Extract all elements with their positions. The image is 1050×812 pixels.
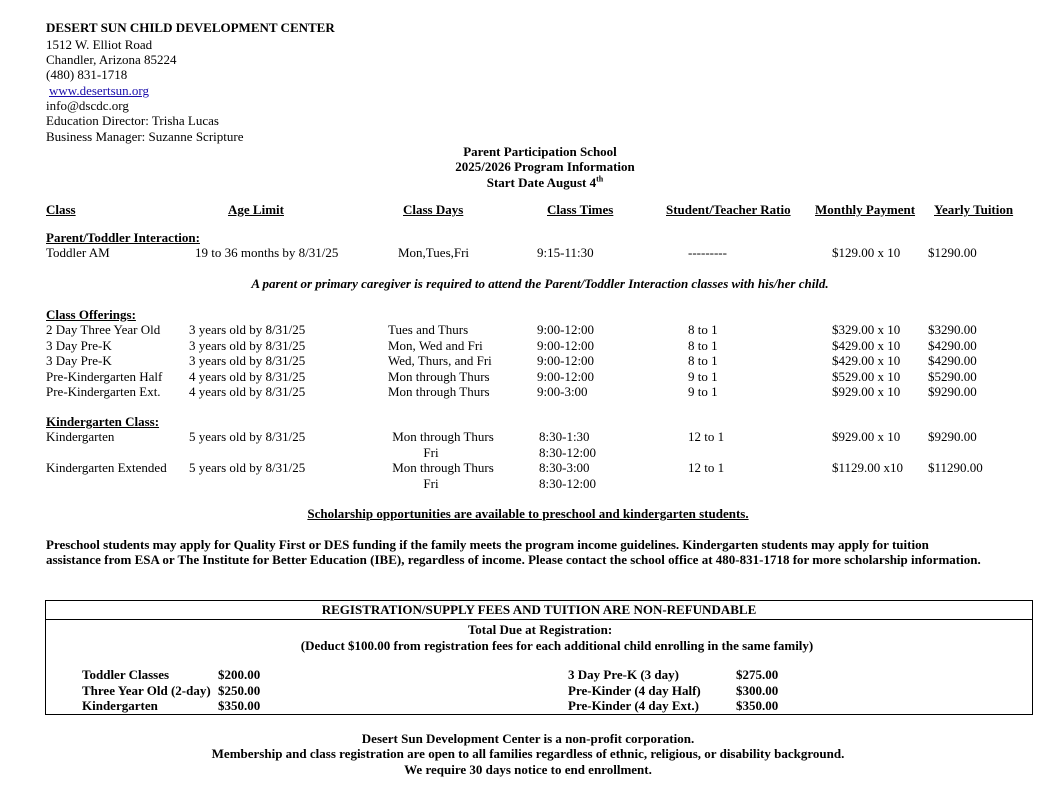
row-age: 3 years old by 8/31/25 bbox=[189, 337, 306, 353]
row-yearly: $11290.00 bbox=[928, 460, 983, 475]
row-class: 2 Day Three Year Old bbox=[46, 322, 161, 337]
column-header-age-limit: Age Limit bbox=[228, 202, 284, 217]
row-monthly: $929.00 x 10 bbox=[832, 384, 901, 399]
times-column bbox=[537, 322, 594, 400]
footer-notice: We require 30 days notice to end enrollment. bbox=[404, 762, 652, 777]
row-times: 8:30-1:30 bbox=[539, 429, 590, 444]
row-class: Pre-Kindergarten Ext. bbox=[46, 384, 161, 399]
fee-label: Three Year Old (2-day) bbox=[82, 683, 211, 698]
fee-amount: $275.00 bbox=[736, 667, 779, 682]
monthly-column bbox=[832, 322, 900, 400]
fees-box-title: REGISTRATION/SUPPLY FEES AND TUITION ARE NON-REFUNDABLE bbox=[46, 601, 1032, 620]
row-age: 4 years old by 8/31/25 bbox=[189, 368, 306, 384]
row-monthly: $429.00 x 10 bbox=[832, 353, 901, 368]
row-days: Mon through Thurs bbox=[392, 429, 494, 444]
row-times: 9:00-12:00 bbox=[537, 337, 595, 353]
row-times: 9:15-11:30 bbox=[537, 245, 594, 260]
row-monthly: $129.00 x 10 bbox=[832, 245, 901, 260]
row-ratio: 8 to 1 bbox=[688, 322, 718, 337]
days-column bbox=[388, 322, 492, 400]
program-school-name: Parent Participation School bbox=[463, 144, 617, 159]
phone-number: (480) 831-1718 bbox=[46, 67, 128, 82]
fee-amount: $250.00 bbox=[218, 683, 261, 698]
total-due-heading: Total Due at Registration: bbox=[467, 622, 613, 637]
row-yearly: $4290.00 bbox=[928, 337, 977, 353]
row-age: 19 to 36 months by 8/31/25 bbox=[195, 245, 339, 260]
row-days-secondary: Fri bbox=[423, 476, 439, 491]
column-header-yearly-tuition: Yearly Tuition bbox=[934, 202, 1014, 217]
fee-amount: $350.00 bbox=[736, 698, 779, 713]
row-ratio: 12 to 1 bbox=[688, 429, 725, 444]
row-yearly: $3290.00 bbox=[928, 322, 977, 337]
row-days-secondary: Fri bbox=[423, 445, 439, 460]
row-monthly: $329.00 x 10 bbox=[832, 322, 901, 337]
funding-info-line-2: assistance from ESA or The Institute for Better Education (IBE), regardless of income. Please contact the school office at 480-831-1718 for more scholarship information. bbox=[46, 552, 981, 567]
row-ratio: --------- bbox=[688, 245, 727, 260]
row-class: Kindergarten bbox=[46, 429, 115, 444]
education-director: Education Director: Trisha Lucas bbox=[46, 113, 219, 128]
row-times-secondary: 8:30-12:00 bbox=[539, 476, 597, 491]
row-class: Toddler AM bbox=[46, 245, 110, 260]
row-days: Mon through Thurs bbox=[388, 368, 490, 384]
row-age: 3 years old by 8/31/25 bbox=[189, 322, 306, 337]
program-year: 2025/2026 Program Information bbox=[455, 159, 635, 174]
row-age: 5 years old by 8/31/25 bbox=[189, 460, 306, 475]
column-header-class-days: Class Days bbox=[403, 202, 464, 217]
row-times-secondary: 8:30-12:00 bbox=[539, 445, 597, 460]
fee-label: Kindergarten bbox=[82, 698, 158, 713]
row-ratio: 8 to 1 bbox=[688, 337, 718, 353]
column-header-ratio: Student/Teacher Ratio bbox=[666, 202, 791, 217]
row-age: 5 years old by 8/31/25 bbox=[189, 429, 306, 444]
row-monthly: $429.00 x 10 bbox=[832, 337, 901, 353]
parent-attendance-note: A parent or primary caregiver is required to attend the Parent/Toddler Interaction classes with his/her child. bbox=[251, 276, 829, 291]
column-header-class-times: Class Times bbox=[547, 202, 614, 217]
program-start-date: Start Date August 4th bbox=[486, 174, 604, 190]
footer-membership: Membership and class registration are open to all families regardless of ethnic, religious, or disability background. bbox=[211, 746, 845, 761]
row-yearly: $5290.00 bbox=[928, 368, 977, 384]
row-times: 9:00-3:00 bbox=[537, 384, 588, 399]
row-monthly: $929.00 x 10 bbox=[832, 429, 901, 444]
row-yearly: $9290.00 bbox=[928, 384, 977, 399]
row-age: 3 years old by 8/31/25 bbox=[189, 353, 306, 368]
address-line-1: 1512 W. Elliot Road bbox=[46, 37, 153, 52]
registration-fees-box bbox=[45, 600, 1033, 715]
row-yearly: $9290.00 bbox=[928, 429, 977, 444]
section-heading-kindergarten: Kindergarten Class: bbox=[46, 414, 160, 429]
fee-label: 3 Day Pre-K (3 day) bbox=[568, 667, 679, 682]
row-days: Mon,Tues,Fri bbox=[398, 245, 470, 260]
column-header-class: Class bbox=[46, 202, 76, 217]
row-ratio: 9 to 1 bbox=[688, 368, 718, 384]
age-column bbox=[189, 322, 305, 400]
row-yearly: $1290.00 bbox=[928, 245, 977, 260]
fee-amount: $200.00 bbox=[218, 667, 261, 682]
fee-label: Toddler Classes bbox=[82, 667, 170, 682]
row-age: 4 years old by 8/31/25 bbox=[189, 384, 306, 399]
row-days: Mon through Thurs bbox=[392, 460, 494, 475]
row-days: Wed, Thurs, and Fri bbox=[388, 353, 492, 368]
section-heading-class-offerings: Class Offerings: bbox=[46, 307, 136, 322]
funding-info-line-1: Preschool students may apply for Quality First or DES funding if the family meets the program income guidelines. Kindergarten students may apply for tuition bbox=[46, 537, 929, 552]
section-heading-parent-toddler: Parent/Toddler Interaction: bbox=[46, 230, 200, 245]
row-ratio: 9 to 1 bbox=[688, 384, 718, 399]
row-class: Kindergarten Extended bbox=[46, 460, 167, 475]
row-times: 9:00-12:00 bbox=[537, 368, 595, 384]
row-class: 3 Day Pre-K bbox=[46, 353, 112, 368]
fee-amount: $350.00 bbox=[218, 698, 261, 713]
row-yearly: $4290.00 bbox=[928, 353, 977, 368]
table-row bbox=[46, 322, 162, 400]
yearly-column bbox=[928, 322, 977, 400]
fee-label: Pre-Kinder (4 day Half) bbox=[568, 683, 701, 698]
ratio-column bbox=[688, 322, 718, 400]
row-times: 9:00-12:00 bbox=[537, 322, 595, 337]
row-ratio: 12 to 1 bbox=[688, 460, 725, 475]
row-days: Tues and Thurs bbox=[388, 322, 469, 337]
website-link[interactable]: www.desertsun.org bbox=[49, 83, 150, 98]
row-class: 3 Day Pre-K bbox=[46, 337, 112, 353]
address-line-2: Chandler, Arizona 85224 bbox=[46, 52, 177, 67]
footer-nonprofit: Desert Sun Development Center is a non-profit corporation. bbox=[361, 731, 695, 746]
row-ratio: 8 to 1 bbox=[688, 353, 718, 368]
fee-amount: $300.00 bbox=[736, 683, 779, 698]
email-address: info@dscdc.org bbox=[46, 98, 129, 113]
column-header-monthly-payment: Monthly Payment bbox=[815, 202, 916, 217]
scholarship-notice: Scholarship opportunities are available to preschool and kindergarten students. bbox=[307, 506, 749, 521]
sibling-deduction-note: (Deduct $100.00 from registration fees for each additional child enrolling in the same family) bbox=[300, 638, 814, 653]
row-monthly: $1129.00 x10 bbox=[832, 460, 904, 475]
row-monthly: $529.00 x 10 bbox=[832, 368, 901, 384]
row-times: 9:00-12:00 bbox=[537, 353, 595, 368]
row-days: Mon through Thurs bbox=[388, 384, 490, 399]
row-class: Pre-Kindergarten Half bbox=[46, 368, 163, 384]
fee-label: Pre-Kinder (4 day Ext.) bbox=[568, 698, 699, 713]
row-days: Mon, Wed and Fri bbox=[388, 337, 483, 353]
business-manager: Business Manager: Suzanne Scripture bbox=[46, 129, 244, 144]
center-name: DESERT SUN CHILD DEVELOPMENT CENTER bbox=[46, 20, 335, 35]
row-times: 8:30-3:00 bbox=[539, 460, 590, 475]
